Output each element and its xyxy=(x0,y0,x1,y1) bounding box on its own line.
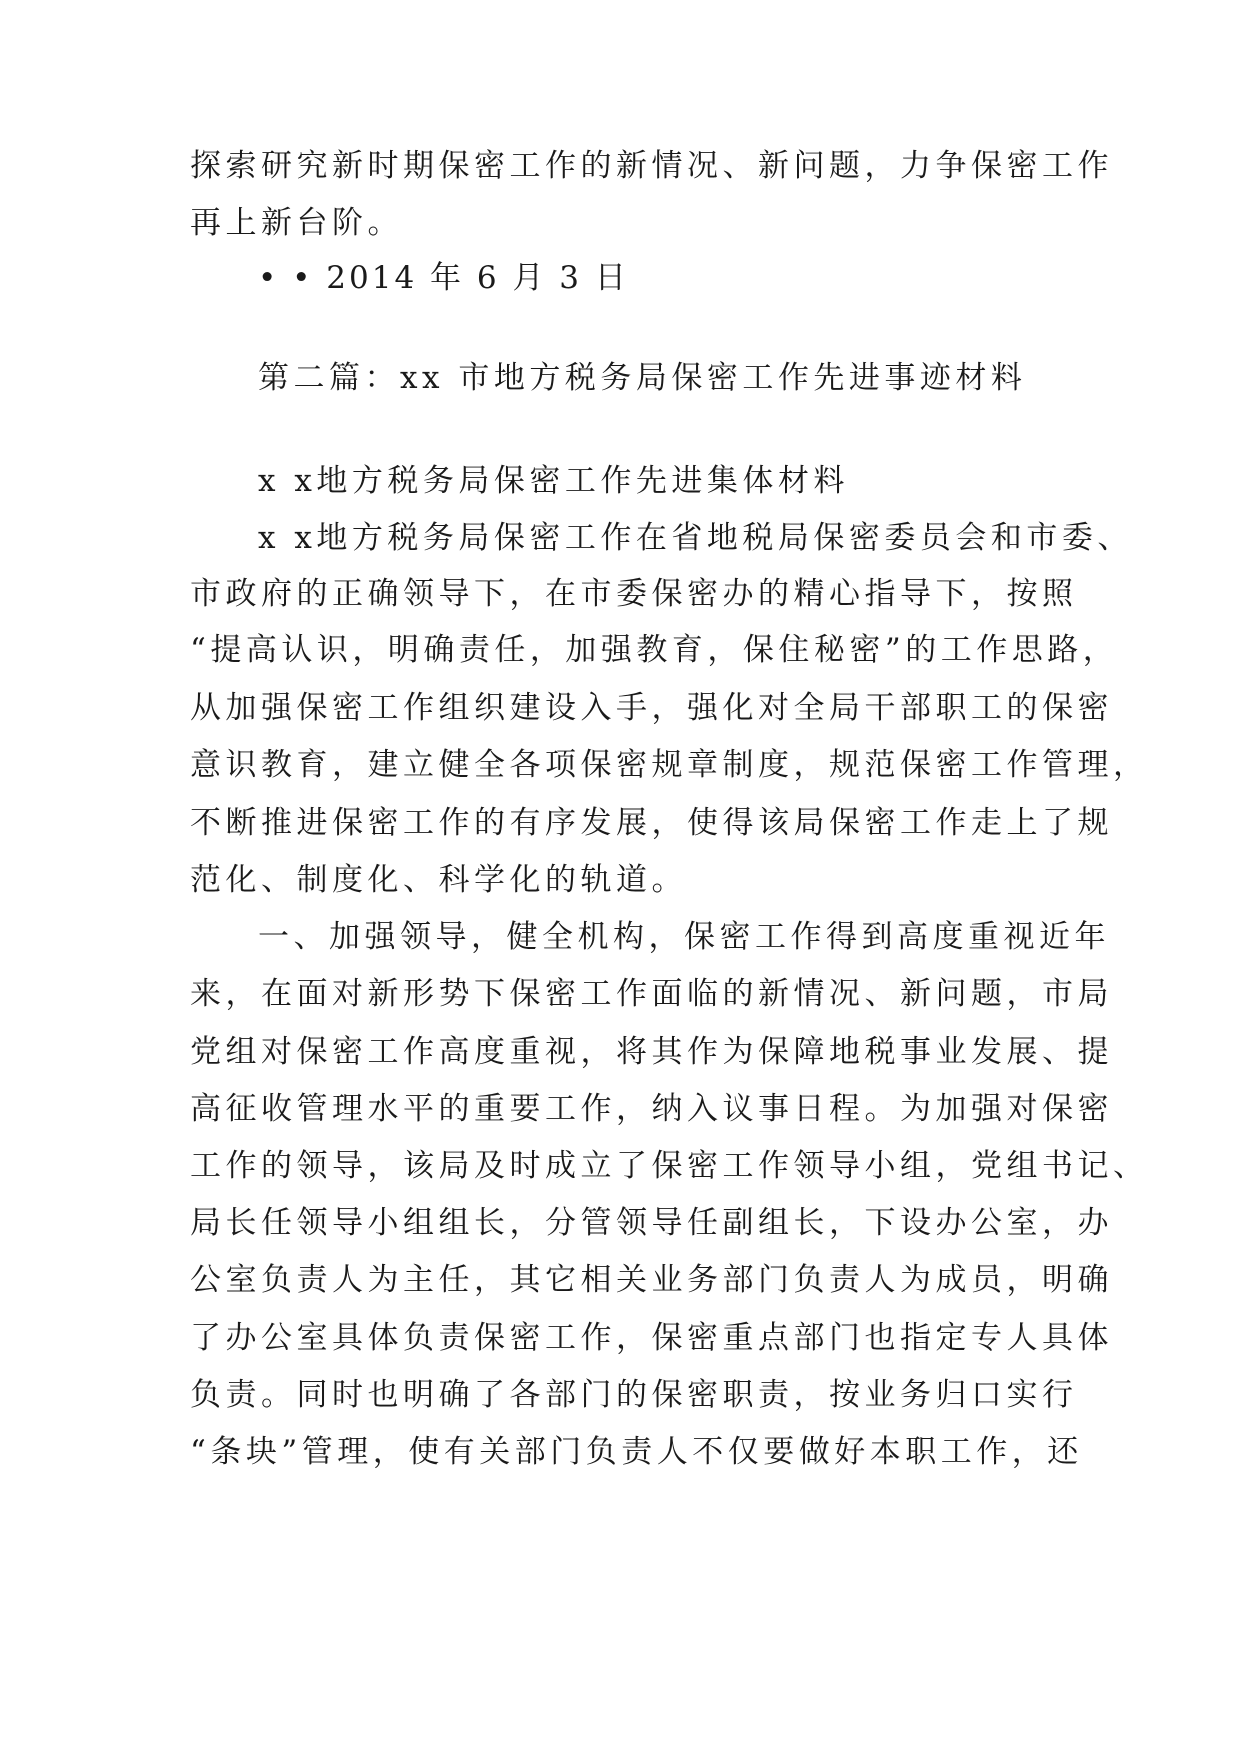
paragraph-line: “条块”管理，使有关部门负责人不仅要做好本职工作，还 xyxy=(190,1434,1083,1470)
paragraph-line: 工作的领导，该局及时成立了保密工作领导小组，党组书记、 xyxy=(190,1148,1149,1184)
paragraph-line: 高征收管理水平的重要工作，纳入议事日程。为加强对保密 xyxy=(190,1091,1113,1127)
date-line: • • 2014 年 6 月 3 日 xyxy=(258,260,629,296)
paragraph-line: “提高认识，明确责任，加强教育，保住秘密”的工作思路， xyxy=(190,632,1119,668)
section-line: 一、加强领导，健全机构，保密工作得到高度重视近年 xyxy=(258,919,1110,955)
paragraph-line: x x地方税务局保密工作在省地税局保密委员会和市委、 xyxy=(258,520,1133,556)
paragraph-line: 从加强保密工作组织建设入手，强化对全局干部职工的保密 xyxy=(190,690,1113,726)
chapter-heading: 第二篇：xx 市地方税务局保密工作先进事迹材料 xyxy=(258,360,1027,396)
paragraph-line: 公室负责人为主任，其它相关业务部门负责人为成员，明确 xyxy=(190,1262,1113,1298)
paragraph-line: 负责。同时也明确了各部门的保密职责，按业务归口实行 xyxy=(190,1377,1078,1413)
intro-line: 探索研究新时期保密工作的新情况、新问题，力争保密工作 xyxy=(190,148,1113,184)
paragraph-line: 市政府的正确领导下，在市委保密办的精心指导下，按照 xyxy=(190,576,1078,612)
paragraph-line: 局长任领导小组组长，分管领导任副组长，下设办公室，办 xyxy=(190,1205,1113,1241)
material-title: x x地方税务局保密工作先进集体材料 xyxy=(258,463,849,499)
paragraph-line: 党组对保密工作高度重视，将其作为保障地税事业发展、提 xyxy=(190,1034,1113,1070)
intro-line: 再上新台阶。 xyxy=(190,205,403,241)
paragraph-line: 不断推进保密工作的有序发展，使得该局保密工作走上了规 xyxy=(190,805,1113,841)
paragraph-line: 范化、制度化、科学化的轨道。 xyxy=(190,862,687,898)
paragraph-line: 来，在面对新形势下保密工作面临的新情况、新问题，市局 xyxy=(190,976,1113,1012)
paragraph-line: 意识教育，建立健全各项保密规章制度，规范保密工作管理， xyxy=(190,747,1149,783)
paragraph-line: 了办公室具体负责保密工作，保密重点部门也指定专人具体 xyxy=(190,1320,1113,1356)
